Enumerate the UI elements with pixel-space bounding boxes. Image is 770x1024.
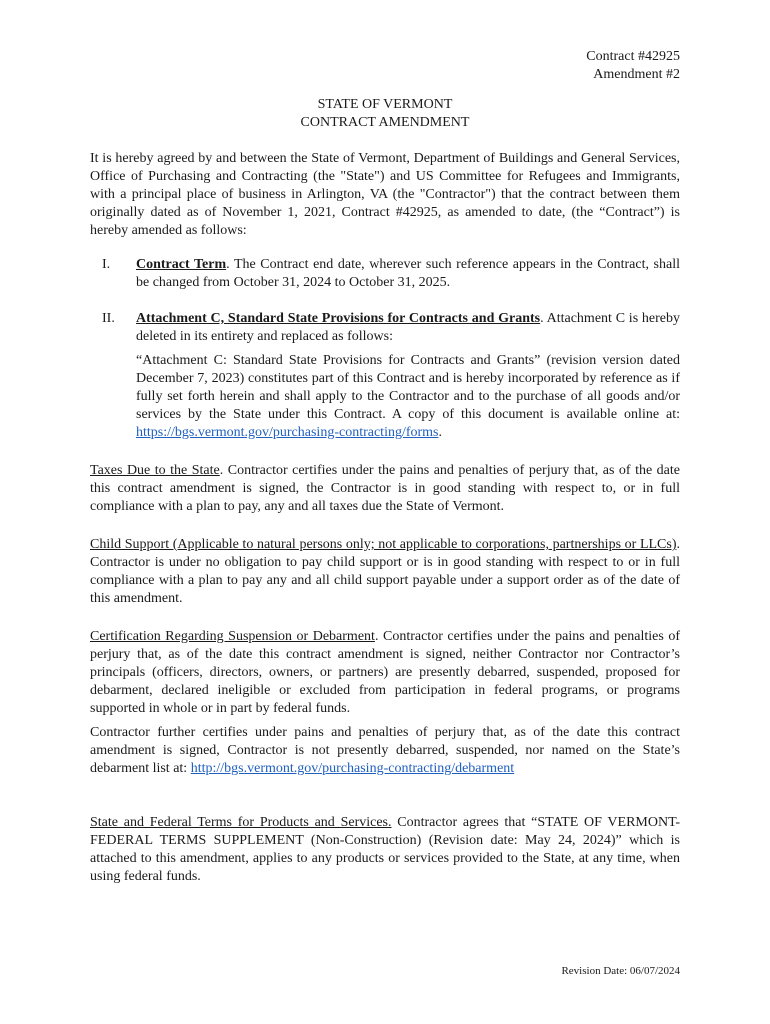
federal-terms-section <box>90 814 680 886</box>
debarment-link[interactable]: http://bgs.vermont.gov/purchasing-contracting/debarment <box>190 761 515 776</box>
debarment-text: . Contractor certifies under the pains and penalties of perjury that, as of the date this contract amendment is signed, neither Contractor nor Contractor’s principals (officers, directors, owners, or partners) are presently debarred, suspended, proposed for debarment, declared ineligible or excluded from participation in federal programs, or programs supported in whole or in part by federal funds. <box>90 629 680 716</box>
amendment-item-1 <box>90 256 680 292</box>
contract-reference <box>90 48 680 84</box>
child-support-heading: Child Support (Applicable to natural persons only; not applicable to corporations, partnerships or LLCs) <box>90 537 677 552</box>
amendment-number: Amendment #2 <box>593 67 680 82</box>
federal-terms-heading: State and Federal Terms for Products and Services. <box>90 815 392 830</box>
item-2-text <box>136 310 680 346</box>
item-numeral: II. <box>102 311 115 326</box>
item-2-quote <box>136 352 680 442</box>
revision-date: Revision Date: 06/07/2024 <box>561 965 680 977</box>
document-page <box>90 48 680 886</box>
item-2-body: . Attachment C is hereby deleted in its entirety and replaced as follows: <box>136 311 680 344</box>
forms-link[interactable]: https://bgs.vermont.gov/purchasing-contracting/forms <box>136 425 439 440</box>
item-2-quote-text: “Attachment C: Standard State Provisions for Contracts and Grants” (revision version dated December 7, 2023) constitutes part of this Contract and is hereby incorporated by reference as if fully set forth herein and shall apply to the Contractor and to the purchase of all goods and/or services by the State under this Contract. A copy of this document is available online at: <box>136 353 680 422</box>
taxes-section <box>90 462 680 516</box>
intro-paragraph: It is hereby agreed by and between the State of Vermont, Department of Buildings and General Services, Office of Purchasing and Contracting (the "State") and US Committee for Refugees and Immigrants, with a principal place of business in Arlington, VA (the "Contractor") that the contract between them originally dated as of November 1, 2021, Contract #42925, as amended to date, (the “Contract”) is hereby amended as follows: <box>90 151 680 238</box>
taxes-heading: Taxes Due to the State <box>90 463 220 478</box>
child-support-section <box>90 536 680 608</box>
item-1-text <box>136 256 680 292</box>
item-2-heading: Attachment C, Standard State Provisions for Contracts and Grants <box>136 311 541 326</box>
debarment-section <box>90 628 680 718</box>
title-line-1: STATE OF VERMONT <box>317 97 453 112</box>
federal-terms-text: Contractor agrees that “STATE OF VERMONT- FEDERAL TERMS SUPPLEMENT (Non-Construction) (Revision date: May 24, 2024)” which is attached to this amendment, applies to any products or services provided to the State, at any time, when using federal funds. <box>90 815 680 884</box>
child-support-text: . Contractor is under no obligation to pay child support or is in good standing with respect to or in full compliance with a plan to pay any and all child support payable under a support order as of the date of this amendment. <box>90 537 680 606</box>
item-2-quote-end: . <box>438 425 443 440</box>
debarment-further-text: Contractor further certifies under pains and penalties of perjury that, as of the date this contract amendment is signed, Contractor is not presently debarred, suspended, nor named on the State’s debarment list at: <box>90 725 680 776</box>
item-1-heading: Contract Term <box>136 257 227 272</box>
debarment-further <box>90 724 680 778</box>
item-1-body: . The Contract end date, wherever such reference appears in the Contract, shall be changed from October 31, 2024 to October 31, 2025. <box>136 257 680 290</box>
amendment-item-2 <box>90 310 680 442</box>
item-numeral: I. <box>102 257 111 272</box>
debarment-heading: Certification Regarding Suspension or Debarment <box>90 629 375 644</box>
document-title <box>90 96 680 132</box>
taxes-text: . Contractor certifies under the pains and penalties of perjury that, as of the date this contract amendment is signed, the Contractor is in good standing with respect to, or in full compliance with a plan to pay, any and all taxes due the State of Vermont. <box>90 463 680 514</box>
title-line-2: CONTRACT AMENDMENT <box>300 115 470 130</box>
contract-number: Contract #42925 <box>586 49 680 64</box>
